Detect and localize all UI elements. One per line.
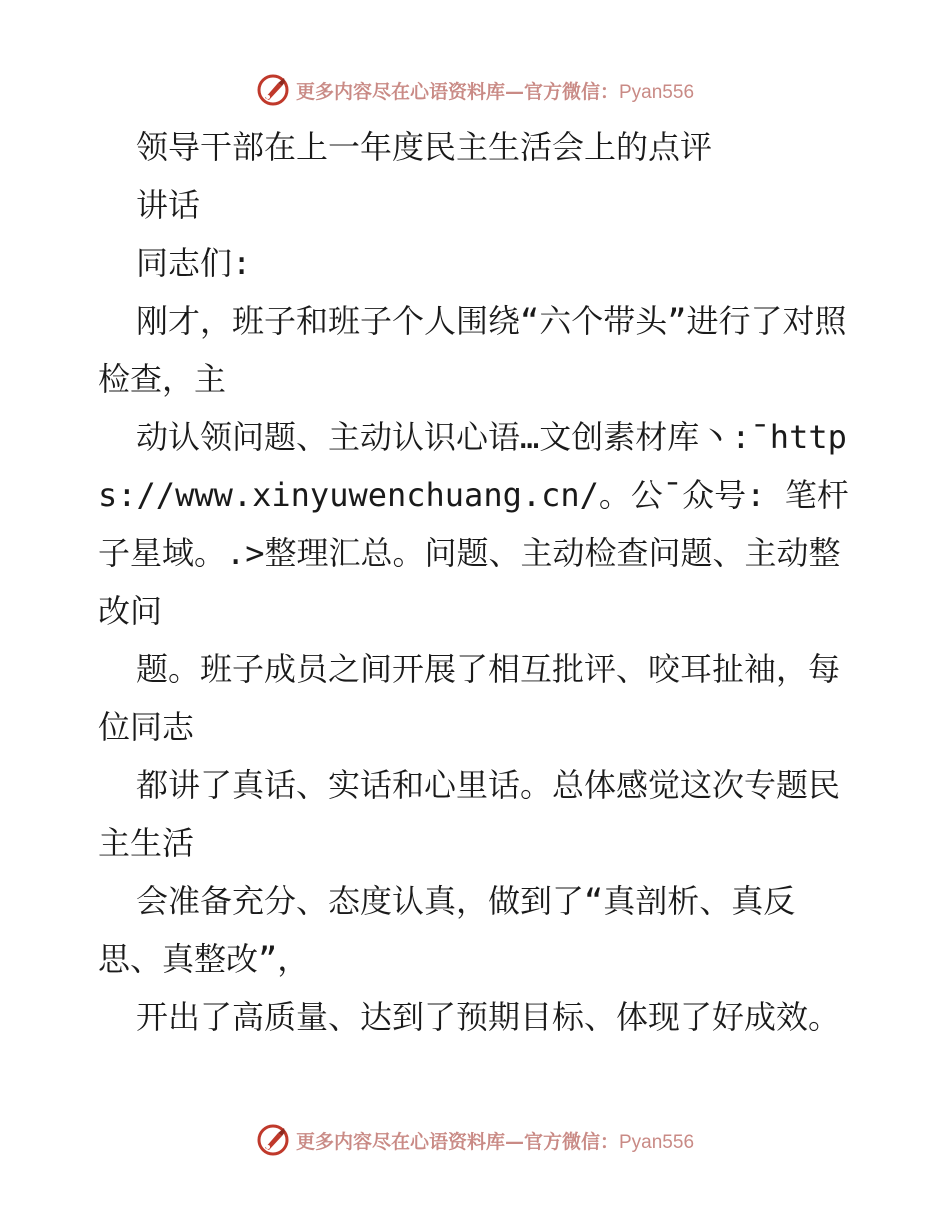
body-paragraph-4: 都讲了真话、实话和心里话。总体感觉这次专题民主生活 (98, 766, 841, 862)
footer-banner-account: Pyan556 (619, 1131, 695, 1153)
document-title-line-1: 领导干部在上一年度民主生活会上的点评 (136, 128, 713, 166)
header-banner (0, 70, 950, 110)
footer-banner (0, 1120, 950, 1160)
body-paragraph-5: 会准备充分、态度认真，做到了“真剖析、真反思、真整改”， (98, 882, 796, 978)
footer-banner-text: 更多内容尽在心语资料库—官方微信：Pyan556 (295, 1130, 695, 1153)
document-body (98, 118, 858, 1046)
header-banner-text: 更多内容尽在心语资料库—官方微信：Pyan556 (295, 80, 695, 103)
quill-logo-icon (256, 1123, 290, 1157)
quill-logo-icon (256, 73, 290, 107)
document-title-line-2: 讲话 (136, 186, 201, 224)
header-banner-account: Pyan556 (619, 81, 695, 103)
body-paragraph-6: 开出了高质量、达到了预期目标、体现了好成效。 (136, 998, 841, 1036)
body-paragraph-1: 刚才，班子和班子个人围绕“六个带头”进行了对照检查，主 (98, 302, 847, 398)
salutation: 同志们: (136, 244, 252, 282)
body-paragraph-3: 题。班子成员之间开展了相互批评、咬耳扯袖，每位同志 (98, 650, 841, 746)
body-paragraph-2: 动认领问题、主动认识心语…文创素材库丶:¯https://www.xinyuwenchuang.cn/。公¯众号: 笔杆子星域。.>整理汇总。问题、主动检查问题、主动整改问 (98, 418, 849, 630)
